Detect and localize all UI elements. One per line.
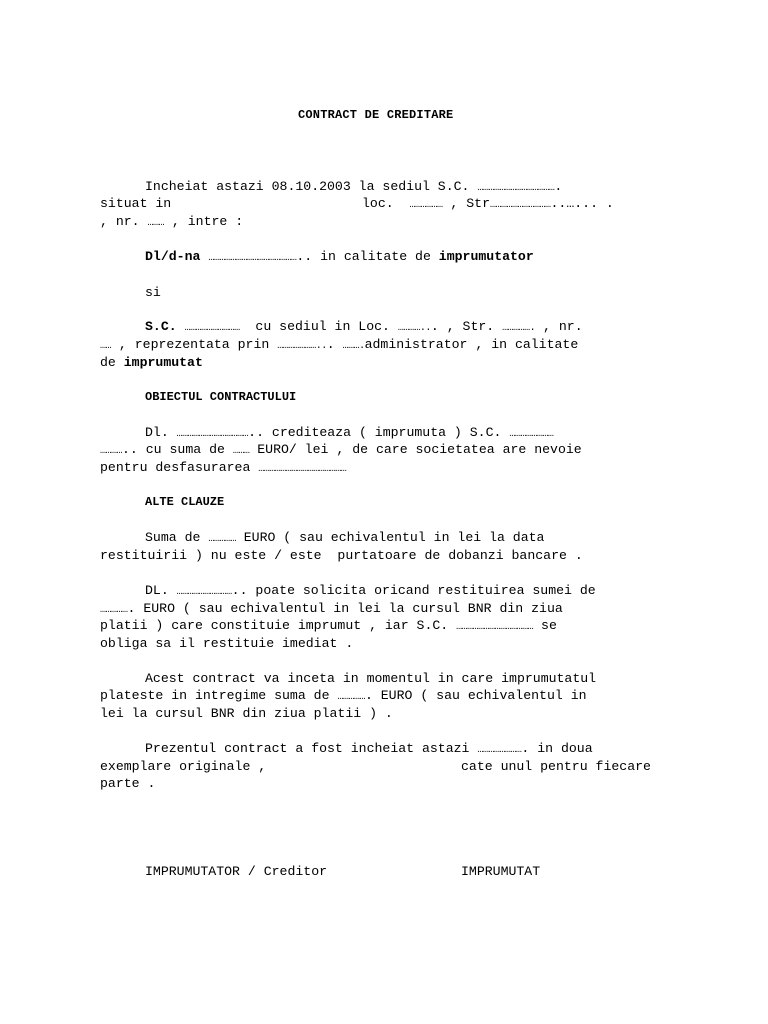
party-debtor-line-2: …… , reprezentata prin …………………... ……….administrator , in calitate xyxy=(100,337,579,352)
section-heading-object: OBIECTUL CONTRACTULUI xyxy=(145,390,297,404)
section-heading-other-clauses: ALTE CLAUZE xyxy=(145,495,225,509)
object-line-1: Dl. ………………………………….. crediteaza ( imprumuta ) S.C. …………………… xyxy=(145,425,554,440)
intro-line-1: Incheiat astazi 08.10.2003 la sediul S.C. ……………………………………. xyxy=(145,179,563,194)
clause-4-line-2a: exemplare originale , xyxy=(100,759,267,774)
clause-4-line-3: parte . xyxy=(100,776,156,791)
clause-2-line-3: platii ) care constituie imprumut , iar S.C. …………………………………… se xyxy=(100,618,557,633)
intro-line-3: , nr. ……… , intre : xyxy=(100,214,244,229)
object-line-3: pentru desfasurarea ………………………………………… xyxy=(100,460,347,475)
intro-line-2b: loc. ……………… , Str……………………………..…... . xyxy=(362,196,614,211)
clause-4-line-2b: cate unul pentru fiecare xyxy=(461,759,651,774)
clause-3-line-3: lei la cursul BNR din ziua platii ) . xyxy=(100,706,393,721)
clause-3-line-1: Acest contract va inceta in momentul in care imprumutatul xyxy=(145,671,597,686)
party-creditor-line: Dl/d-na ………………………………………….. in calitate de imprumutator xyxy=(145,249,534,264)
document-title: CONTRACT DE CREDITARE xyxy=(298,108,454,122)
clause-4-line-1: Prezentul contract a fost incheiat astazi ……………………. in doua xyxy=(145,741,593,756)
party-debtor-line-3: de imprumutat xyxy=(100,355,203,370)
party-debtor-line-1: S.C. ………………………… cu sediul in Loc. …………... , Str. ……………. , nr. xyxy=(145,319,583,334)
clause-2-line-2: ……………. EURO ( sau echivalentul in lei la cursul BNR din ziua xyxy=(100,601,563,616)
signature-debtor: IMPRUMUTAT xyxy=(461,864,541,879)
object-line-2: ………….. cu suma de ……… EURO/ lei , de care societatea are nevoie xyxy=(100,442,582,457)
clause-2-line-1: DL. ………………………….. poate solicita oricand restituirea sumei de xyxy=(145,583,596,598)
clause-3-line-2: plateste in intregime suma de ……………. EURO ( sau echivalentul in xyxy=(100,688,587,703)
and-word: si xyxy=(145,285,161,300)
clause-1-line-1: Suma de …………… EURO ( sau echivalentul in lei la data xyxy=(145,530,545,545)
clause-2-line-4: obliga sa il restituie imediat . xyxy=(100,636,354,651)
clause-1-line-2: restituirii ) nu este / este purtatoare de dobanzi bancare . xyxy=(100,548,583,563)
signature-creditor: IMPRUMUTATOR / Creditor xyxy=(145,864,328,879)
intro-line-2a: situat in xyxy=(100,196,172,211)
